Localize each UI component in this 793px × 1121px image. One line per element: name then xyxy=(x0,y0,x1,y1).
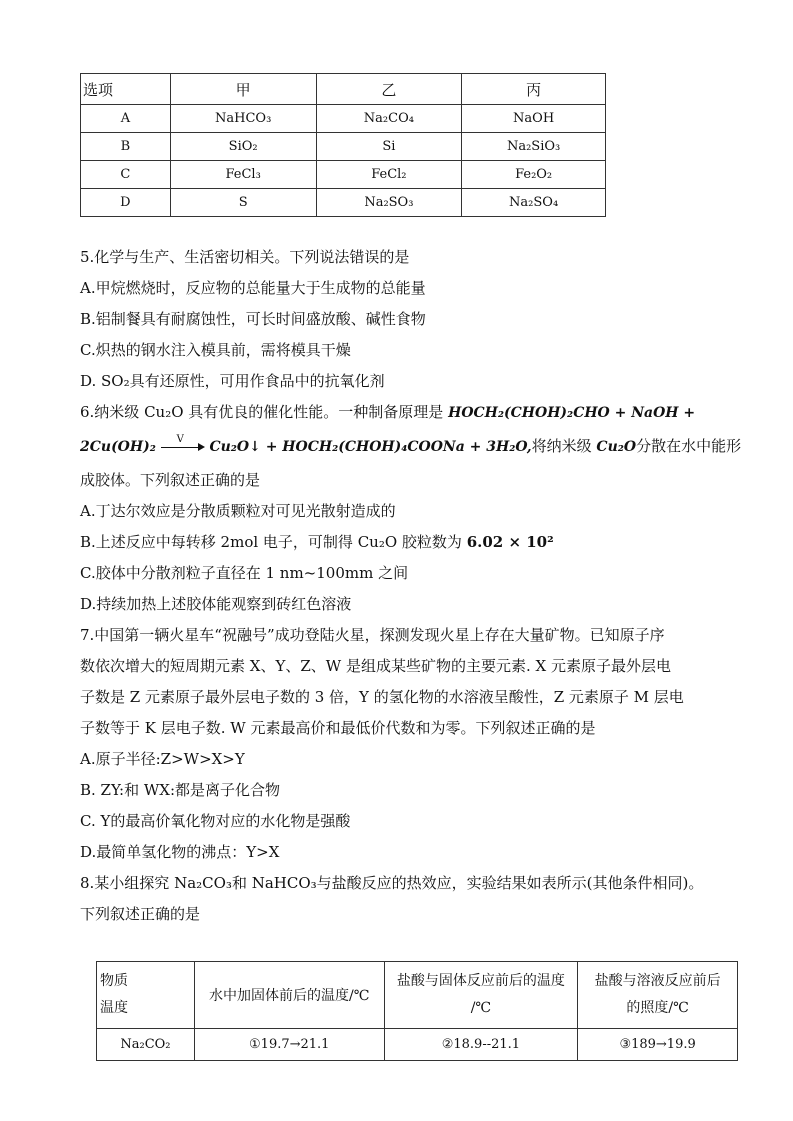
table-header-row xyxy=(97,962,738,1029)
table-cell: NaHCO₃ xyxy=(170,105,316,133)
q6-equation-part2a: 2Cu(OH)₂ xyxy=(80,439,156,455)
q8-stem-line1: 8.某小组探究 Na₂CO₃和 NaHCO₃与盐酸反应的热效应，实验结果如表所示(其他条件相同)。 xyxy=(80,874,704,892)
q7-option-d: D.最简单氢化物的沸点：Y>X xyxy=(80,843,280,861)
q6-option-d: D.持续加热上述胶体能观察到砖红色溶液 xyxy=(80,595,352,613)
q7-option-b: B. ZY:和 WX:都是离子化合物 xyxy=(80,781,281,799)
header-line: 盐酸与溶液反应前后 xyxy=(594,973,721,989)
table-row xyxy=(81,161,606,189)
q6-option-c: C.胶体中分散剂粒子直径在 1 nm~100mm 之间 xyxy=(80,564,409,582)
q5-option-b: B.铝制餐具有耐腐蚀性，可长时间盛放酸、碱性食物 xyxy=(80,310,426,328)
table-header-row xyxy=(81,74,606,105)
table-row xyxy=(97,1029,738,1061)
q6-stem-line1 xyxy=(80,402,695,423)
options-table xyxy=(80,73,606,217)
table-cell: SiO₂ xyxy=(170,133,316,161)
table-cell: Na₂CO₂ xyxy=(97,1029,195,1061)
table-cell: Na₂SO₄ xyxy=(462,189,606,217)
table-cell: Na₂SO₃ xyxy=(316,189,462,217)
q6-cu2o: Cu₂O xyxy=(596,439,637,455)
q6-option-b-number: 6.02 × 10² xyxy=(466,533,554,551)
table-cell: ②18.9--21.1 xyxy=(384,1029,578,1061)
q6-stem-line2 xyxy=(80,436,741,457)
header-cell xyxy=(384,962,578,1029)
header-cell: 选项 xyxy=(81,74,171,105)
table-cell: ③189→19.9 xyxy=(578,1029,738,1061)
table-cell: Na₂CO₄ xyxy=(316,105,462,133)
table-row xyxy=(81,133,606,161)
table-row xyxy=(81,189,606,217)
q6-stem-end: 分散在水中能形 xyxy=(636,437,742,455)
table-row xyxy=(81,105,606,133)
header-cell: 丙 xyxy=(462,74,606,105)
q7-stem-line: 数依次增大的短周期元素 X、Y、Z、W 是组成某些矿物的主要元素. X 元素原子最外层电 xyxy=(80,657,671,675)
q6-stem-start: 6.纳米级 Cu₂O 具有优良的催化性能。一种制备原理是 xyxy=(80,403,444,421)
q5-stem: 5.化学与生产、生活密切相关。下列说法错误的是 xyxy=(80,248,410,266)
q5-option-c: C.炽热的钢水注入模具前，需将模具干燥 xyxy=(80,341,351,359)
header-line: 的照度/℃ xyxy=(626,1000,689,1016)
q7-option-a: A.原子半径:Z>W>X>Y xyxy=(80,750,245,768)
q6-equation-part2b: Cu₂O↓ + HOCH₂(CHOH)₄COONa + 3H₂O, xyxy=(209,439,532,455)
table-cell: C xyxy=(81,161,171,189)
q7-stem-line: 子数是 Z 元素原子最外层电子数的 3 倍，Y 的氢化物的水溶液呈酸性，Z 元素原子 M 层电 xyxy=(80,688,684,706)
table-cell: FeCl₂ xyxy=(316,161,462,189)
q6-equation-part1: HOCH₂(CHOH)₂CHO + NaOH + xyxy=(448,405,696,421)
q6-stem-line3: 成胶体。下列叙述正确的是 xyxy=(80,471,261,489)
header-cell xyxy=(97,962,195,1029)
table-cell: Na₂SiO₃ xyxy=(462,133,606,161)
reaction-arrow-icon xyxy=(161,434,205,453)
q7-option-c: C. Y的最高价氧化物对应的水化物是强酸 xyxy=(80,812,351,830)
header-line: /℃ xyxy=(470,1000,492,1016)
thermal-results-table xyxy=(96,961,738,1061)
q5-option-d: D. SO₂具有还原性，可用作食品中的抗氧化剂 xyxy=(80,372,385,390)
table-cell: A xyxy=(81,105,171,133)
table-cell: S xyxy=(170,189,316,217)
table-cell: D xyxy=(81,189,171,217)
header-line: 温度 xyxy=(100,1000,128,1016)
q8-stem-line2: 下列叙述正确的是 xyxy=(80,905,201,923)
table-cell: NaOH xyxy=(462,105,606,133)
header-cell xyxy=(578,962,738,1029)
q6-stem-cont: 将纳米级 xyxy=(531,437,592,455)
q6-option-a: A.丁达尔效应是分散质颗粒对可见光散射造成的 xyxy=(80,502,396,520)
header-line: 盐酸与固体反应前后的温度 xyxy=(396,973,565,989)
header-line: 物质 xyxy=(100,973,128,989)
arrow-label: V xyxy=(176,434,184,445)
header-cell: 水中加固体前后的温度/℃ xyxy=(194,962,384,1029)
q5-option-a: A.甲烷燃烧时，反应物的总能量大于生成物的总能量 xyxy=(80,279,426,297)
q6-option-b-text: B.上述反应中每转移 2mol 电子，可制得 Cu₂O 胶粒数为 xyxy=(80,533,462,551)
table-cell: B xyxy=(81,133,171,161)
header-cell: 甲 xyxy=(170,74,316,105)
header-cell: 乙 xyxy=(316,74,462,105)
table-cell: Fe₂O₂ xyxy=(462,161,606,189)
table-cell: FeCl₃ xyxy=(170,161,316,189)
q7-stem-line: 子数等于 K 层电子数. W 元素最高价和最低价代数和为零。下列叙述正确的是 xyxy=(80,719,596,737)
table-cell: Si xyxy=(316,133,462,161)
q6-option-b xyxy=(80,532,554,552)
q7-stem-line: 7.中国第一辆火星车“祝融号”成功登陆火星，探测发现火星上存在大量矿物。已知原子序 xyxy=(80,626,665,644)
table-cell: ①19.7→21.1 xyxy=(194,1029,384,1061)
